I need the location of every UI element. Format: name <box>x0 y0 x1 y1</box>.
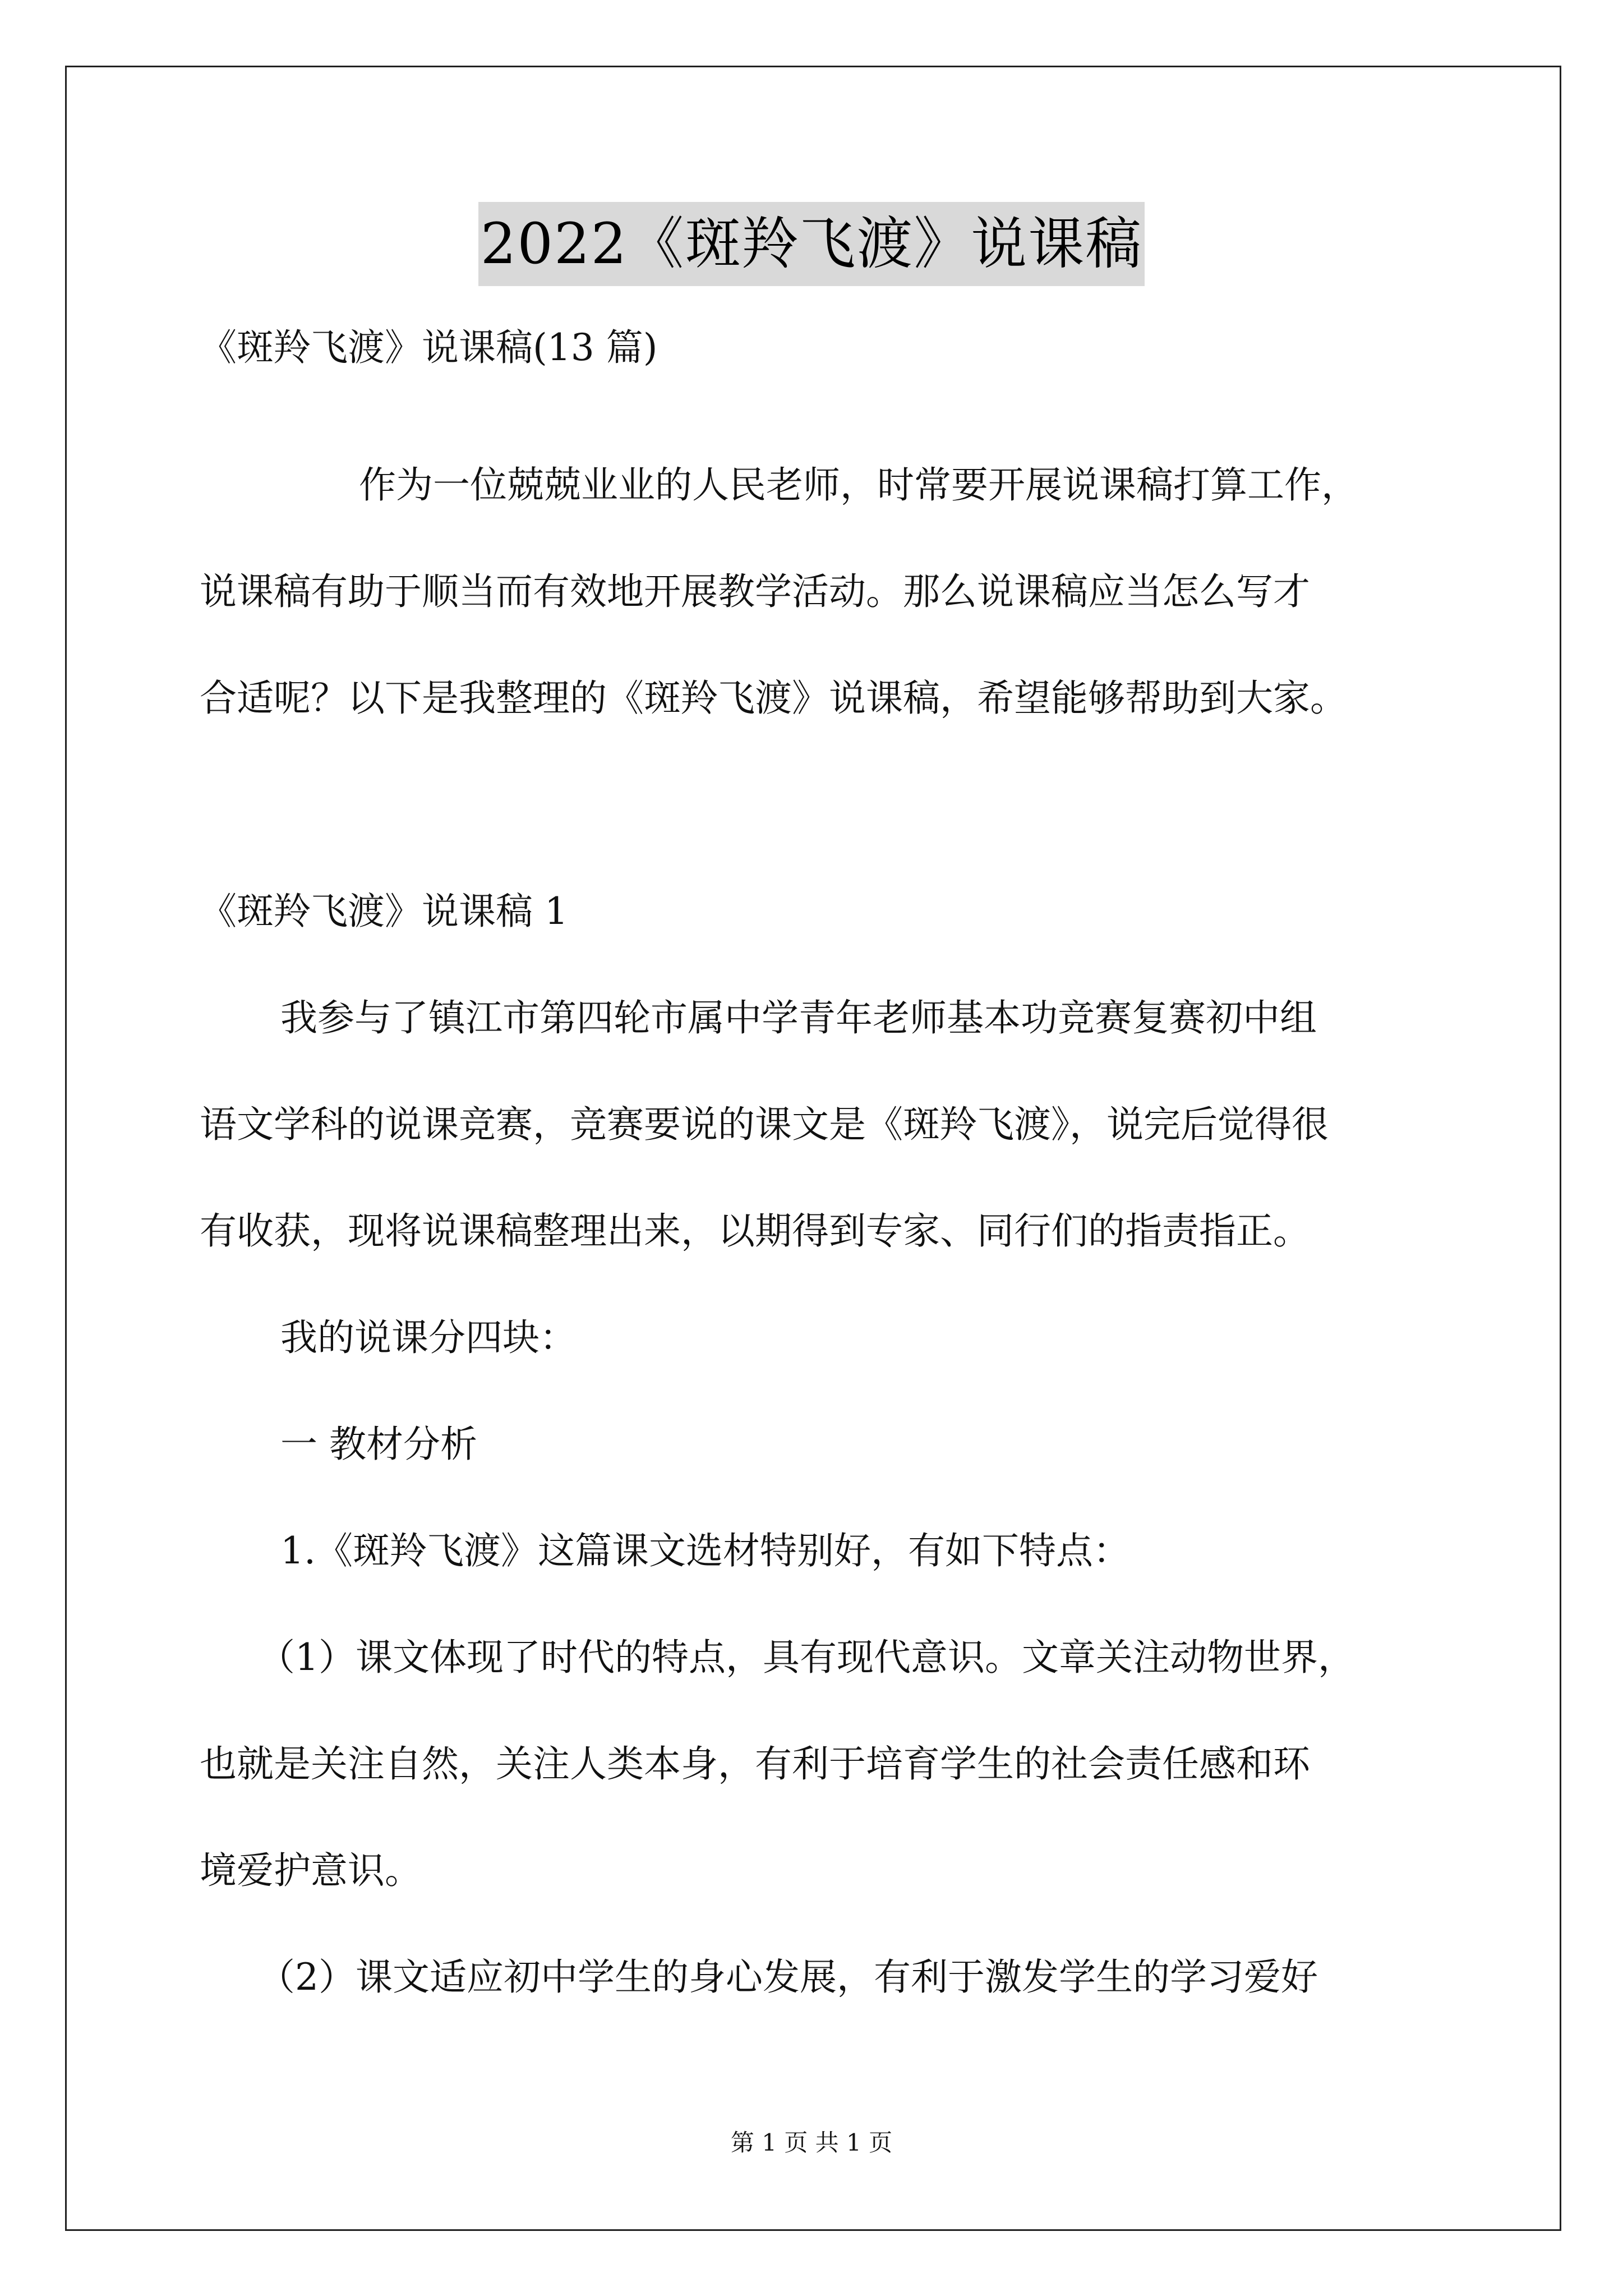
section-heading: 《斑羚飞渡》说课稿 1 <box>200 890 568 933</box>
intro-line-3: 合适呢？以下是我整理的《斑羚飞渡》说课稿，希望能够帮助到大家。 <box>200 677 1347 720</box>
intro-line-1: 作为一位兢兢业业的人民老师，时常要开展说课稿打算工作， <box>359 463 1358 507</box>
para1-line-1: 我参与了镇江市第四轮市属中学青年老师基本功竞赛复赛初中组 <box>280 996 1317 1039</box>
para1-line-2: 语文学科的说课竞赛，竞赛要说的课文是《斑羚飞渡》，说完后觉得很 <box>200 1103 1329 1146</box>
title-container <box>0 202 1623 286</box>
para4-line: 1.《斑羚飞渡》这篇课文选材特别好，有如下特点： <box>280 1529 1130 1572</box>
para5-line-3: 境爱护意识。 <box>200 1849 422 1892</box>
para6-line: （2）课文适应初中学生的身心发展，有利于激发学生的学习爱好 <box>258 1955 1318 1999</box>
document-subtitle: 《斑羚飞渡》说课稿(13 篇) <box>200 326 658 369</box>
para5-line-1: （1）课文体现了时代的特点，具有现代意识。文章关注动物世界， <box>258 1636 1355 1679</box>
para5-line-2: 也就是关注自然，关注人类本身，有利于培育学生的社会责任感和环 <box>200 1742 1310 1786</box>
page-footer: 第 1 页 共 1 页 <box>730 2129 893 2156</box>
section-heading-textbook-analysis: 一 教材分析 <box>280 1423 477 1466</box>
para2-line: 我的说课分四块： <box>280 1316 577 1359</box>
intro-line-2: 说课稿有助于顺当而有效地开展教学活动。那么说课稿应当怎么写才 <box>200 570 1310 613</box>
document-title: 2022《斑羚飞渡》说课稿 <box>478 202 1145 286</box>
para1-line-3: 有收获，现将说课稿整理出来，以期得到专家、同行们的指责指正。 <box>200 1209 1310 1253</box>
